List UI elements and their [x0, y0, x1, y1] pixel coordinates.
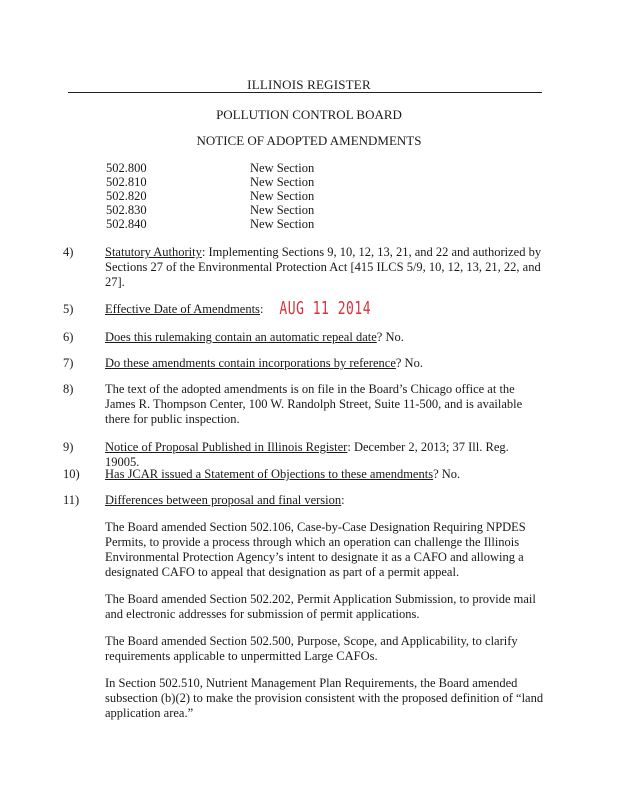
- difference-paragraph: The Board amended Section 502.106, Case-by-Case Designation Requiring NPDES Permits, to provide a process through which an operation can challenge the Illinois Environmental Protection Agency’s intent to designate it as a CAFO and allowing a designated CAFO to appeal that designation as part of a permit appeal.: [105, 520, 526, 579]
- item-label: Has JCAR issued a Statement of Objections to these amendments: [105, 467, 434, 481]
- section-action: New Section: [250, 175, 315, 189]
- notice-type: NOTICE OF ADOPTED AMENDMENTS: [196, 133, 422, 148]
- header-rule: [68, 92, 542, 93]
- section-number: 502.840: [106, 217, 147, 231]
- difference-paragraph: The Board amended Section 502.500, Purpose, Scope, and Applicability, to clarify requirements applicable to unpermitted Large CAFOs.: [105, 634, 518, 663]
- register-title: ILLINOIS REGISTER: [247, 77, 371, 92]
- agency-name: POLLUTION CONTROL BOARD: [216, 107, 402, 122]
- item-number: 10): [63, 467, 80, 481]
- item-label: Do these amendments contain incorporations by reference: [105, 356, 396, 370]
- item-label: Effective Date of Amendments: [105, 302, 260, 316]
- item-effective-date: [63, 299, 545, 320]
- section-number: 502.830: [106, 203, 147, 217]
- section-number: 502.800: [106, 161, 147, 175]
- section-action: New Section: [250, 217, 315, 231]
- item-number: 6): [63, 330, 74, 344]
- section-row: [106, 217, 370, 231]
- item-text-on-file: [63, 382, 545, 427]
- item-label: Does this rulemaking contain an automatic repeal date: [105, 330, 377, 344]
- section-action: New Section: [250, 161, 315, 175]
- item-number: 7): [63, 356, 74, 370]
- item-label: Statutory Authority: [105, 245, 202, 259]
- item-number: 8): [63, 382, 74, 396]
- item-text: ? No.: [376, 330, 404, 344]
- item-number: 11): [63, 493, 80, 507]
- item-separator: :: [201, 245, 206, 259]
- difference-paragraph: In Section 502.510, Nutrient Management Plan Requirements, the Board amended subsection (b)(2) to make the provision consistent with the proposed definition of “land application area.”: [105, 676, 544, 720]
- item-number: 5): [63, 302, 74, 316]
- item-text: ? No.: [433, 467, 461, 481]
- section-action: New Section: [250, 189, 315, 203]
- item-differences: [63, 493, 545, 508]
- item-text: The text of the adopted amendments is on file in the Board’s Chicago office at the James R. Thompson Center, 100 W. Randolph Street, Suite 11-500, and is available there for public inspection.: [105, 382, 523, 426]
- difference-paragraph: The Board amended Section 502.202, Permit Application Submission, to provide mail and electronic addresses for submission of permit applications.: [105, 592, 536, 621]
- section-action: New Section: [250, 203, 315, 217]
- item-label: Differences between proposal and final version: [105, 493, 342, 507]
- item-text: : December 2, 2013; 37 Ill. Reg. 19005.: [105, 440, 509, 469]
- item-jcar-objections: [63, 467, 545, 482]
- section-list: [106, 161, 370, 231]
- section-row: [106, 203, 370, 217]
- section-row: [106, 189, 370, 203]
- item-repeal-date: [63, 330, 545, 345]
- section-row: [106, 175, 370, 189]
- item-separator: :: [259, 302, 264, 316]
- item-statutory-authority: [63, 245, 545, 290]
- date-stamp: AUG 11 2014: [279, 299, 372, 320]
- item-text: ? No.: [395, 356, 423, 370]
- item-incorporations: [63, 356, 545, 371]
- section-number: 502.820: [106, 189, 147, 203]
- item-notice-of-proposal: [63, 440, 545, 470]
- item-text: :: [341, 493, 345, 507]
- item-number: 4): [63, 245, 74, 259]
- section-number: 502.810: [106, 175, 147, 189]
- item-label: Notice of Proposal Published in Illinois Register: [105, 440, 348, 454]
- item-text: Implementing Sections 9, 10, 12, 13, 21, and 22 and authorized by Sections 27 of the Environmental Protection Act [415 ILCS 5/9, 10, 12, 13, 21, 22, and 27].: [105, 245, 542, 289]
- item-number: 9): [63, 440, 74, 454]
- section-row: [106, 161, 370, 175]
